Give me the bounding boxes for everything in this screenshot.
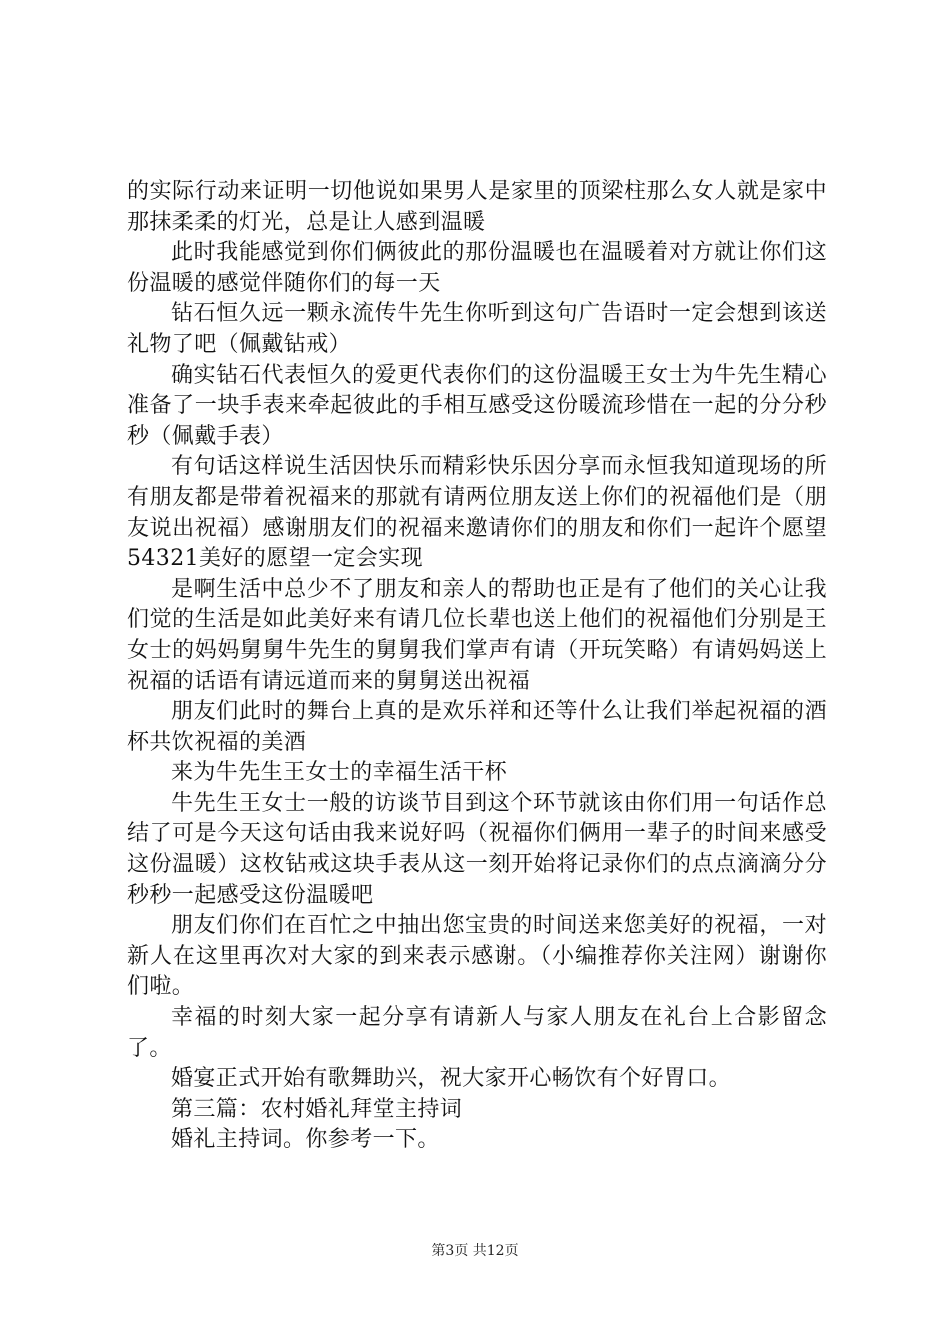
section-heading: 第三篇：农村婚礼拜堂主持词 [171,1096,463,1122]
paragraph: 牛先生王女士一般的访谈节目到这个环节就该由你们用一句话作总结了可是今天这句话由我来说好吗（祝福你们俩用一辈子的时间来感受这份温暖）这枚钻戒这块手表从这一刻开始将记录你们的点点滴滴分分秒秒一起感受这份温暖吧 [127,790,827,908]
paragraph: 婚礼主持词。你参考一下。 [171,1127,440,1153]
paragraph: 幸福的时刻大家一起分享有请新人与家人朋友在礼台上合影留念了。 [127,1005,827,1061]
document-body [127,177,827,1156]
paragraph: 是啊生活中总少不了朋友和亲人的帮助也正是有了他们的关心让我们觉的生活是如此美好来有请几位长辈也送上他们的祝福他们分别是王女士的妈妈舅舅牛先生的舅舅我们掌声有请（开玩笑略）有请妈妈送上祝福的话语有请远道而来的舅舅送出祝福 [127,576,827,694]
paragraph: 朋友们此时的舞台上真的是欢乐祥和还等什么让我们举起祝福的酒杯共饮祝福的美酒 [127,699,827,755]
paragraph: 来为牛先生王女士的幸福生活干杯 [171,760,508,786]
paragraph: 钻石恒久远一颗永流传牛先生你听到这句广告语时一定会想到该送礼物了吧（佩戴钻戒） [127,301,827,357]
paragraph: 的实际行动来证明一切他说如果男人是家里的顶梁柱那么女人就是家中那抹柔柔的灯光，总是让人感到温暖 [127,179,827,235]
paragraph: 确实钻石代表恒久的爱更代表你们的这份温暖王女士为牛先生精心准备了一块手表来牵起彼此的手相互感受这份暖流珍惜在一起的分分秒秒（佩戴手表） [127,362,827,449]
paragraph: 此时我能感觉到你们俩彼此的那份温暖也在温暖着对方就让你们这份温暖的感觉伴随你们的每一天 [127,240,827,296]
page-number-footer: 第3页 共12页 [431,1243,519,1259]
paragraph: 有句话这样说生活因快乐而精彩快乐因分享而永恒我知道现场的所有朋友都是带着祝福来的那就有请两位朋友送上你们的祝福他们是（朋友说出祝福）感谢朋友们的祝福来邀请你们的朋友和你们一起许个愿望54321美好的愿望一定会实现 [127,454,827,572]
paragraph: 朋友们你们在百忙之中抽出您宝贵的时间送来您美好的祝福，一对新人在这里再次对大家的到来表示感谢。（小编推荐你关注网）谢谢你们啦。 [127,913,827,1000]
paragraph: 婚宴正式开始有歌舞助兴，祝大家开心畅饮有个好胃口。 [171,1066,732,1092]
